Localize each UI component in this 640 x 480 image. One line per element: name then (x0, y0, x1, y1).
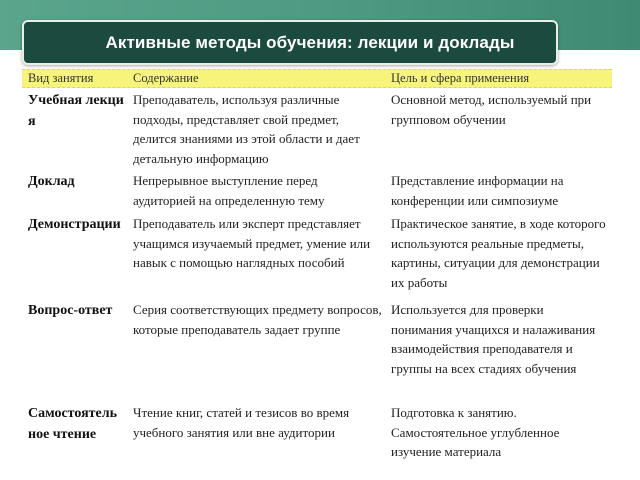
header-content: Содержание (133, 71, 199, 85)
row-purpose: Подготовка к занятию. Самостоятельное углубленное изучение материала (391, 405, 560, 459)
row-content: Преподаватель или эксперт представляет учащимся изучаемый предмет, умение или навык с помощью наглядных пособий (133, 216, 371, 270)
row-type: Доклад (28, 174, 75, 189)
header-purpose: Цель и сфера применения (391, 71, 530, 85)
header-type: Вид занятия (28, 71, 94, 85)
page-title: Активные методы обучения: лекции и доклады (105, 32, 515, 52)
row-type: Демонстрации (28, 217, 121, 232)
table-header-row (22, 69, 612, 88)
row-purpose: Практическое занятие, в ходе которого используются реальные предметы, картины, ситуации для демонстрации их работы (391, 216, 606, 290)
row-content: Преподаватель, используя различные подходы, представляет свой предмет, делится знаниями из этой области и дает детальную информацию (133, 92, 360, 166)
row-content: Серия соответствующих предмету вопросов, которые преподаватель задает группе (133, 302, 382, 337)
row-purpose: Используется для проверки понимания учащихся и налаживания взаимодействия преподавателя и группы на всех стадиях обучения (391, 302, 596, 376)
row-type: Самостоятельное чтение (28, 406, 118, 442)
row-purpose: Представление информации на конференции или симпозиуме (391, 173, 564, 208)
title-bar (22, 20, 558, 65)
row-type: Вопрос-ответ (28, 303, 113, 318)
row-content: Чтение книг, статей и тезисов во время учебного занятия или вне аудитории (133, 405, 350, 440)
row-purpose: Основной метод, используемый при групповом обучении (391, 92, 592, 127)
row-type: Учебная лекция (28, 93, 124, 129)
row-content: Непрерывное выступление перед аудиторией на определенную тему (133, 173, 325, 208)
